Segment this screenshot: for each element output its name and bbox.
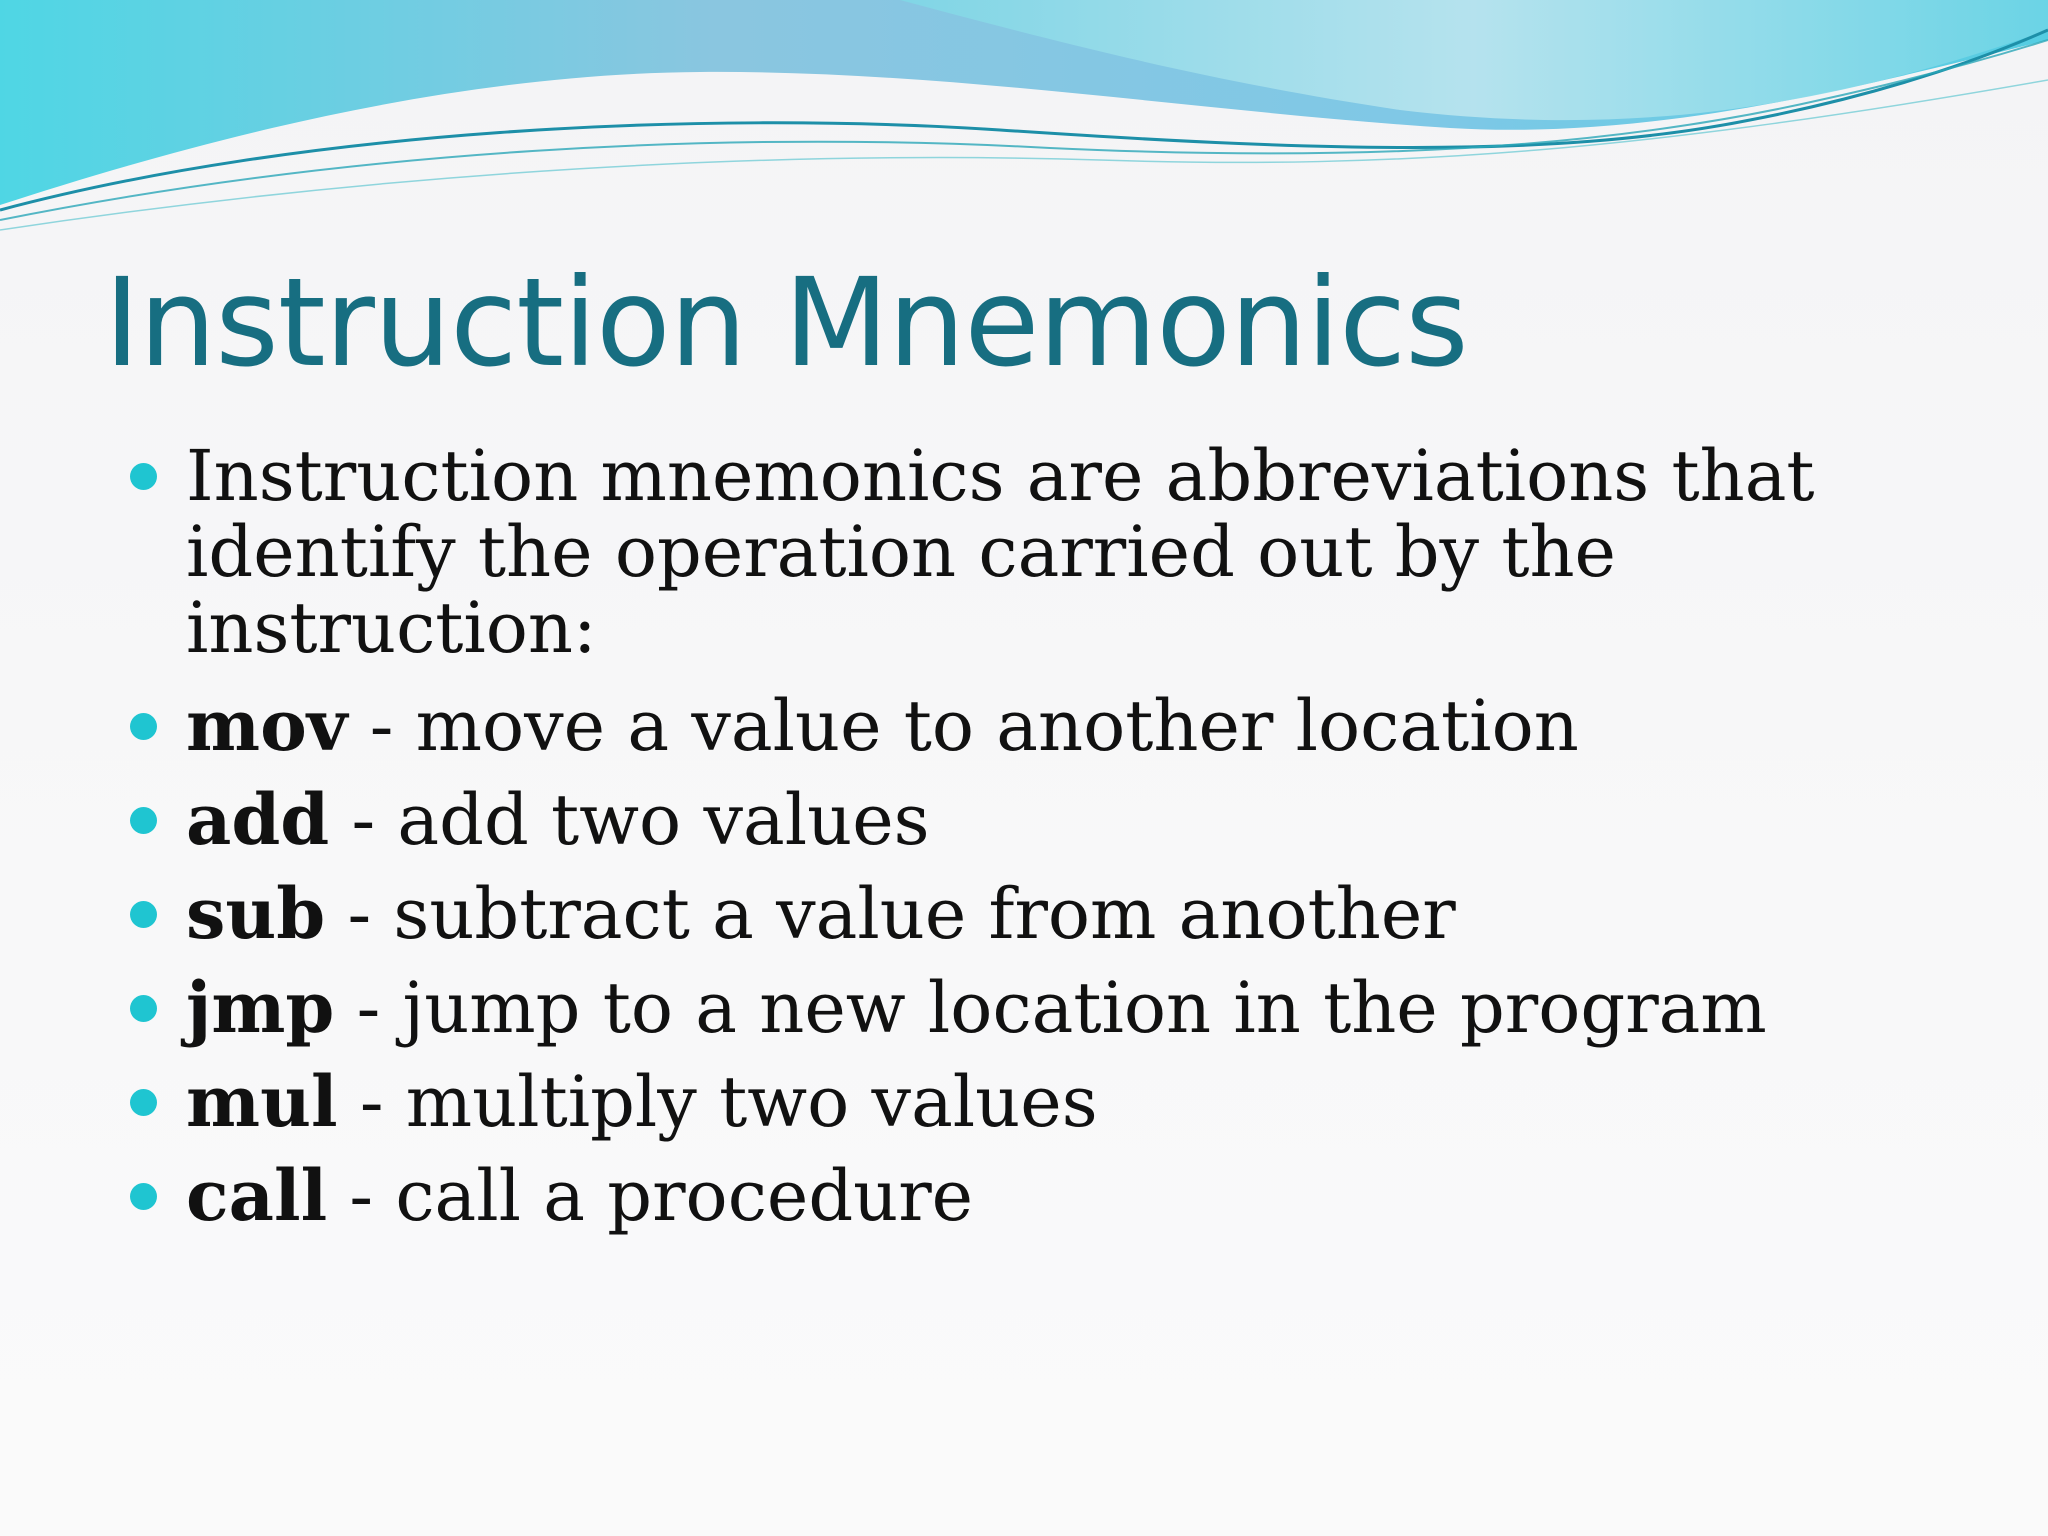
bullet-dot-icon xyxy=(130,1089,157,1116)
mnemonic-add: add xyxy=(186,778,330,861)
bullet-list xyxy=(130,435,1950,1252)
bullet-dot-icon xyxy=(130,1183,157,1210)
list-item xyxy=(130,1154,1950,1237)
mnemonic-description: - subtract a value from another xyxy=(325,873,1456,955)
mnemonic-description: - move a value to another location xyxy=(347,685,1579,767)
header-wave-decoration xyxy=(0,0,2048,240)
list-item xyxy=(130,872,1950,955)
mnemonic-description: - call a procedure xyxy=(327,1155,974,1237)
mnemonic-description: - multiply two values xyxy=(337,1061,1098,1143)
intro-text: Instruction mnemonics are abbreviations that identify the operation carried out by the instruction: xyxy=(186,435,1815,669)
list-item xyxy=(130,684,1950,767)
mnemonic-mov: mov xyxy=(186,684,348,767)
bullet-dot-icon xyxy=(130,713,157,740)
mnemonic-jmp: jmp xyxy=(186,966,335,1049)
bullet-dot-icon xyxy=(130,995,157,1022)
list-item xyxy=(130,966,1950,1049)
list-item xyxy=(130,1060,1950,1143)
bullet-dot-icon xyxy=(130,463,157,490)
bullet-dot-icon xyxy=(130,901,157,928)
mnemonic-call: call xyxy=(186,1154,328,1237)
slide-title: Instruction Mnemonics xyxy=(104,252,1468,394)
mnemonic-mul: mul xyxy=(186,1060,338,1143)
bullet-dot-icon xyxy=(130,807,157,834)
mnemonic-description: - add two values xyxy=(329,779,930,861)
list-item xyxy=(130,435,1950,669)
list-item xyxy=(130,778,1950,861)
mnemonic-sub: sub xyxy=(186,872,326,955)
mnemonic-description: - jump to a new location in the program xyxy=(334,967,1767,1049)
